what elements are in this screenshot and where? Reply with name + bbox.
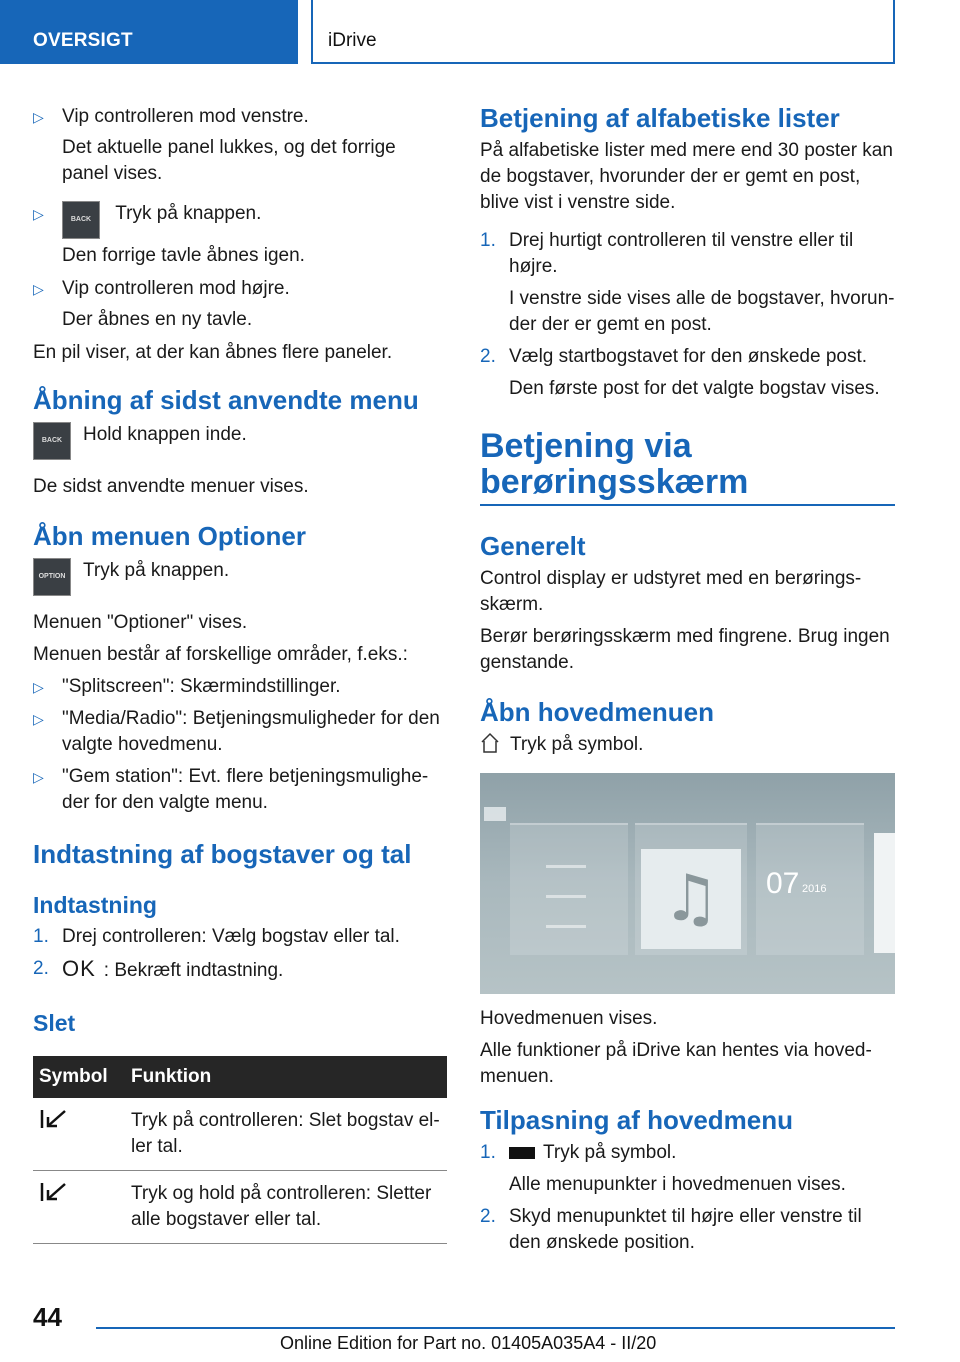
home-icon: [480, 732, 500, 759]
list-item: ▷ "Gem station": Evt. flere betjeningsmulighe-der for den valgte menu.: [33, 764, 447, 816]
page-number: 44: [33, 1302, 62, 1332]
back-button-icon: BACK: [33, 422, 71, 460]
numbered-item: 1. Drej hurtigt controlleren til venstre eller til højre.: [480, 230, 854, 277]
column-header: Funktion: [125, 1056, 447, 1098]
paragraph: De sidst anvendte menuer vises.: [33, 476, 309, 497]
table-cell: Tryk på controlleren: Slet bogstav el-ler tal.: [125, 1098, 447, 1171]
car-tile: [510, 823, 628, 955]
media-tile: [635, 823, 747, 955]
paragraph: Berør berøringsskærm med fingrene. Brug ingen genstande.: [480, 626, 890, 673]
list-item: ▷ "Splitscreen": Skærmindstillinger.: [33, 674, 447, 700]
back-button-icon: BACK: [62, 201, 100, 239]
numbered-item: 2. Skyd menupunktet til højre eller venstre til den ønskede position.: [480, 1206, 862, 1253]
right-column: [480, 100, 895, 1256]
heading-input: Indtastning af bogstaver og tal: [33, 839, 412, 869]
icon-row: [480, 732, 895, 759]
paragraph: Hovedmenuen vises.: [480, 1008, 658, 1029]
list-item-sub: Der åbnes en ny tavle.: [62, 309, 253, 330]
option-button-icon: OPTION: [33, 558, 71, 596]
numbered-item: 2. Vælg startbogstavet for den ønskede post.: [480, 346, 868, 367]
heading-options: Åbn menuen Optioner: [33, 521, 306, 551]
table-cell: Tryk og hold på controlleren: Sletter alle bogstaver eller tal.: [125, 1171, 447, 1244]
delete-table: [33, 1056, 447, 1244]
heading-main-menu: Åbn hovedmenuen: [480, 697, 715, 727]
list-item: ▷ Vip controlleren mod venstre.: [33, 104, 447, 130]
next-tile: [874, 833, 895, 953]
heading-slet: Slet: [33, 1010, 76, 1036]
heading-alphabetical: Betjening af alfabetiske lister: [480, 103, 840, 133]
numbered-item-sub: Den første post for det valgte bogstav vises.: [509, 378, 880, 399]
left-column: [33, 100, 447, 1244]
paragraph: En pil viser, at der kan åbnes flere paneler.: [33, 342, 393, 363]
footer-rule: [96, 1327, 895, 1329]
chapter-tab: [311, 0, 895, 64]
paragraph: Menuen "Optioner" vises.: [33, 612, 248, 633]
icon-row: [33, 558, 447, 596]
divider: [480, 504, 895, 506]
icon-row: [33, 422, 447, 460]
delete-arrow-icon: [33, 1171, 125, 1244]
main-menu-screenshot: [480, 773, 895, 994]
instruction: Tryk på symbol.: [510, 734, 644, 755]
ok-icon: OK: [62, 956, 96, 981]
calendar-tile: 07 2016: [756, 823, 864, 955]
chapter-title: iDrive: [328, 30, 377, 51]
heading-generelt: Generelt: [480, 531, 586, 561]
table-row: [33, 1098, 447, 1171]
numbered-item-sub: I venstre side vises alle de bogstaver, hvorun-der der er gemt en post.: [509, 288, 895, 335]
heading-indtastning: Indtastning: [33, 892, 157, 918]
edition-text: Online Edition for Part no. 01405A035A4 - II/20: [280, 1333, 657, 1353]
numbered-item: 2. OK : Bekræft indtastning.: [33, 956, 284, 981]
music-note-icon: ♫: [641, 849, 741, 949]
menu-grid-icon: [509, 1147, 535, 1159]
numbered-item-sub: Alle menupunkter i hovedmenuen vises.: [509, 1174, 846, 1195]
instruction: Hold knappen inde.: [83, 424, 247, 445]
paragraph: På alfabetiske lister med mere end 30 poster kan de bogstaver, hvorunder der er gemt en post, blive vist i venstre side.: [480, 140, 893, 213]
instruction: Tryk på knappen.: [83, 560, 230, 581]
paragraph: Alle funktioner på iDrive kan hentes via hoved-menuen.: [480, 1040, 872, 1087]
numbered-item: 1. Drej controlleren: Vælg bogstav eller tal.: [33, 926, 400, 947]
heading-customize: Tilpasning af hovedmenu: [480, 1105, 794, 1135]
numbered-item: 1. Tryk på symbol.: [480, 1142, 677, 1163]
paragraph: Menuen består af forskellige områder, f.eks.:: [33, 644, 408, 665]
delete-arrow-icon: [33, 1098, 125, 1171]
menu-icon: [484, 807, 506, 821]
list-item: ▷ Vip controlleren mod højre.: [33, 276, 447, 302]
section-tab: [0, 0, 298, 64]
paragraph: Control display er udstyret med en berørings-skærm.: [480, 568, 862, 615]
list-item-sub: Den forrige tavle åbnes igen.: [62, 245, 305, 266]
column-header: Symbol: [33, 1056, 125, 1098]
heading-touchscreen: Betjening via berøringsskærm: [480, 427, 749, 501]
list-item: ▷ "Media/Radio": Betjeningsmuligheder for den valgte hovedmenu.: [33, 706, 447, 758]
table-row: [33, 1171, 447, 1244]
list-item: ▷ BACK Tryk på knappen.: [33, 201, 447, 239]
section-title: OVERSIGT: [33, 30, 133, 51]
heading-open-last-menu: Åbning af sidst anvendte menu: [33, 385, 419, 415]
list-item-sub: Det aktuelle panel lukkes, og det forrige panel vises.: [62, 137, 396, 184]
